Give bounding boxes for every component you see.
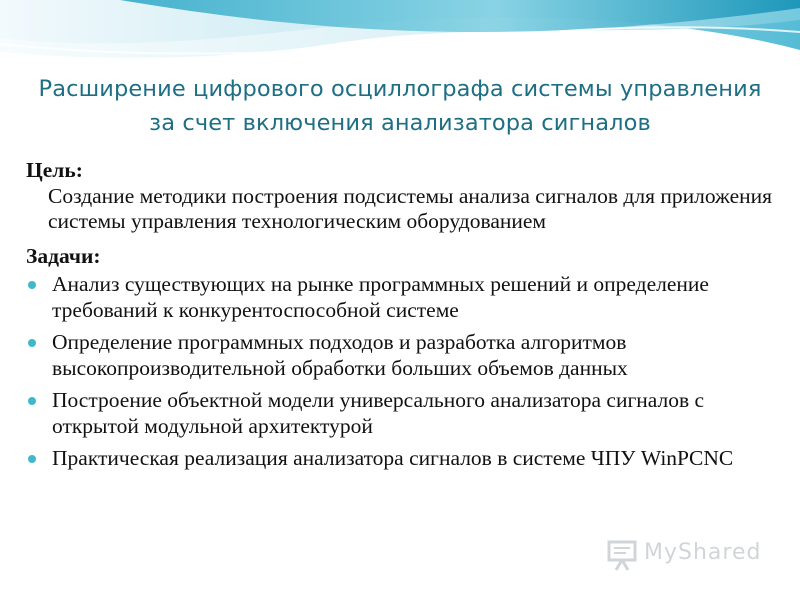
watermark-logo <box>606 537 766 577</box>
bullet-dot-icon <box>28 281 36 289</box>
slide-title-line-1: Расширение цифрового осциллографа системы управления <box>38 76 762 102</box>
task-item-text: Построение объектной модели универсального анализатора сигналов с открытой модульной архитектурой <box>52 388 705 438</box>
slide-title <box>0 72 800 140</box>
presentation-board-icon <box>606 537 640 571</box>
task-item <box>26 272 796 323</box>
tasks-heading: Задачи: <box>26 243 101 268</box>
bullet-dot-icon <box>28 339 36 347</box>
task-item-text: Определение программных подходов и разработка алгоритмов высокопроизводительной обработки больших объемов данных <box>52 330 628 380</box>
slide-title-line-2: за счет включения анализатора сигналов <box>149 110 651 136</box>
decorative-wave-header <box>0 0 800 80</box>
task-item <box>26 330 796 381</box>
watermark-text: MyShared <box>644 540 762 565</box>
bullet-dot-icon <box>28 455 36 463</box>
task-item <box>26 388 796 439</box>
bullet-dot-icon <box>28 397 36 405</box>
task-item <box>26 446 796 472</box>
task-item-text: Практическая реализация анализатора сигналов в системе ЧПУ WinPCNC <box>52 446 734 470</box>
slide-body <box>26 158 796 479</box>
goal-text: Создание методики построения подсистемы анализа сигналов для приложения системы управления технологическим оборудованием <box>48 183 773 233</box>
goal-heading: Цель: <box>26 158 83 182</box>
task-item-text: Анализ существующих на рынке программных решений и определение требований к конкурентоспособной системе <box>52 272 709 322</box>
tasks-list <box>26 272 796 472</box>
